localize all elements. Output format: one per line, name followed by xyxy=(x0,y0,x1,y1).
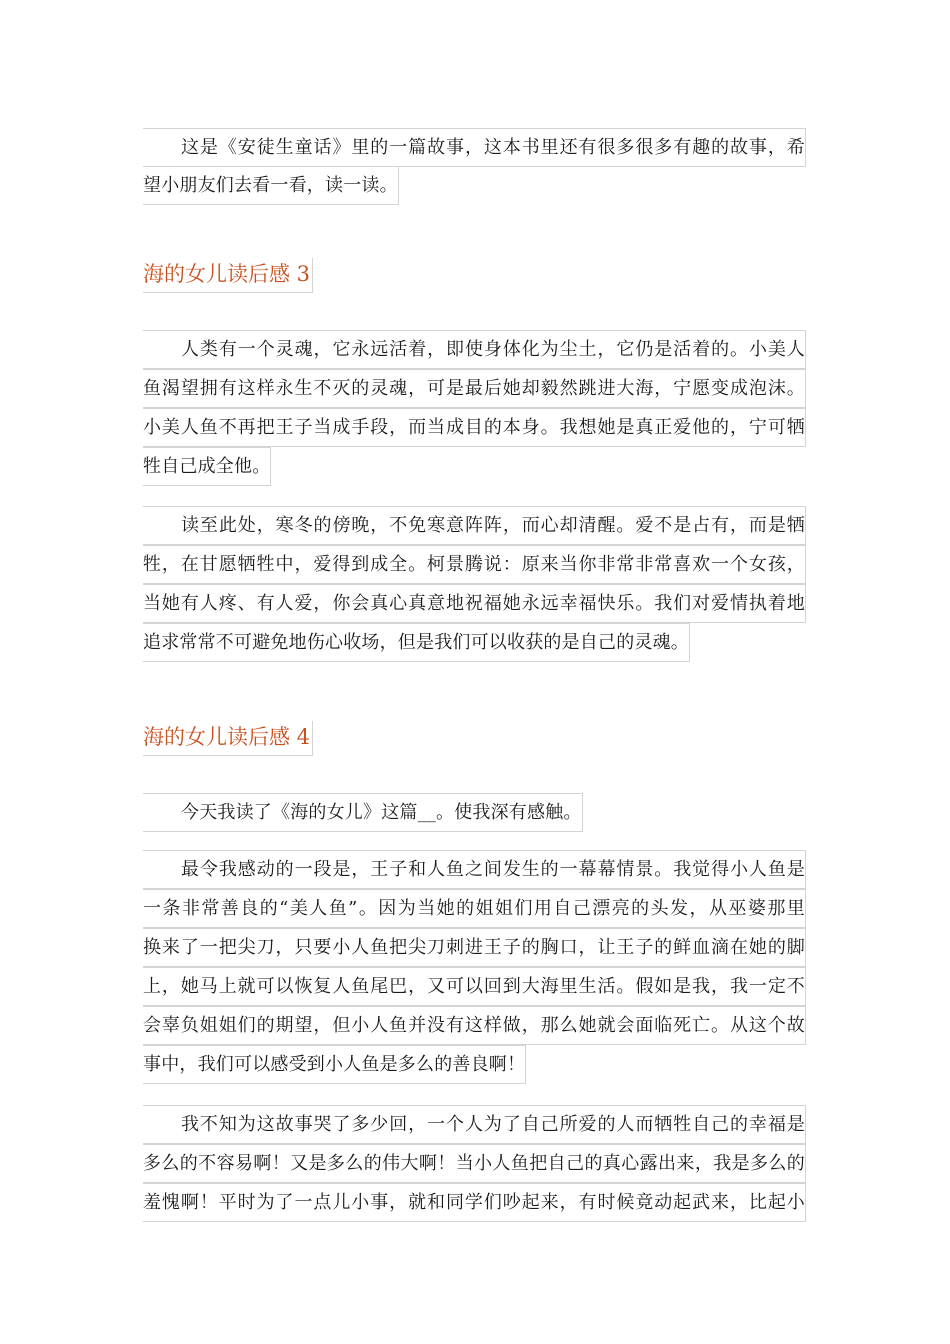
intro-line: 这是《安徒生童话》里的一篇故事，这本书里还有很多很多有趣的故事，希 xyxy=(143,128,806,167)
section3-para1-line: 小美人鱼不再把王子当成手段，而当成目的本身。我想她是真正爱他的，宁可牺 xyxy=(143,408,806,447)
section4-para2-line: 最令我感动的一段是，王子和人鱼之间发生的一幕幕情景。我觉得小人鱼是 xyxy=(143,850,806,889)
section4-para2-line: 会辜负姐姐们的期望，但小人鱼并没有这样做，那么她就会面临死亡。从这个故 xyxy=(143,1006,806,1045)
section3-para2-line: 当她有人疼、有人爱，你会真心真意地祝福她永远幸福快乐。我们对爱情执着地 xyxy=(143,584,806,623)
section4-para2-line: 事中，我们可以感受到小人鱼是多么的善良啊！ xyxy=(143,1045,526,1084)
section3-para2-line: 追求常常不可避免地伤心收场，但是我们可以收获的是自己的灵魂。 xyxy=(143,623,690,662)
section4-para2-line: 换来了一把尖刀，只要小人鱼把尖刀刺进王子的胸口，让王子的鲜血滴在她的脚 xyxy=(143,928,806,967)
section3-para1-line: 牲自己成全他。 xyxy=(143,447,271,486)
section3-para1-line: 鱼渴望拥有这样永生不灭的灵魂，可是最后她却毅然跳进大海，宁愿变成泡沫。 xyxy=(143,369,806,408)
intro-line: 望小朋友们去看一看，读一读。 xyxy=(143,166,399,205)
section3-para2-line: 读至此处，寒冬的傍晚，不免寒意阵阵，而心却清醒。爱不是占有，而是牺 xyxy=(143,506,806,545)
section4-para3-line: 羞愧啊！平时为了一点儿小事，就和同学们吵起来，有时候竟动起武来，比起小 xyxy=(143,1183,806,1222)
section4-para3-line: 多么的不容易啊！又是多么的伟大啊！当小人鱼把自己的真心露出来，我是多么的 xyxy=(143,1144,806,1183)
section3-para2-line: 牲，在甘愿牺牲中，爱得到成全。柯景腾说：原来当你非常非常喜欢一个女孩， xyxy=(143,545,806,584)
section-heading-3: 海的女儿读后感 3 xyxy=(143,258,313,293)
section-heading-4: 海的女儿读后感 4 xyxy=(143,721,313,756)
section4-para2-line: 一条非常善良的“美人鱼”。因为当她的姐姐们用自己漂亮的头发，从巫婆那里 xyxy=(143,889,806,928)
section4-para1-line: 今天我读了《海的女儿》这篇__。使我深有感触。 xyxy=(143,793,583,832)
section3-para1-line: 人类有一个灵魂，它永远活着，即使身体化为尘土，它仍是活着的。小美人 xyxy=(143,330,806,369)
section4-para3-line: 我不知为这故事哭了多少回，一个人为了自己所爱的人而牺牲自己的幸福是 xyxy=(143,1105,806,1144)
section4-para2-line: 上，她马上就可以恢复人鱼尾巴，又可以回到大海里生活。假如是我，我一定不 xyxy=(143,967,806,1006)
